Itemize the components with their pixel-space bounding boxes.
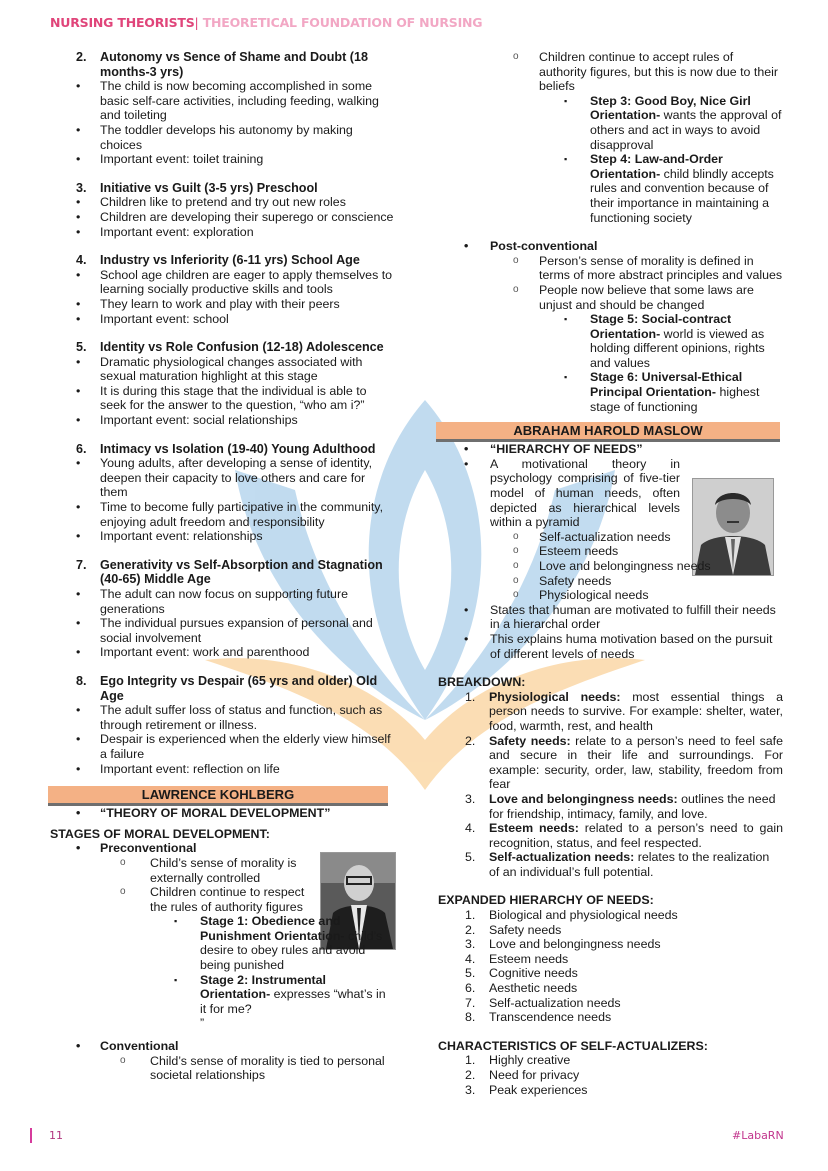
list-item: Important event: relationships (100, 529, 263, 544)
list-item: Person’s sense of morality is defined in terms of more abstract principles and values (539, 253, 783, 283)
erikson-stage-3 (50, 181, 395, 239)
kohlberg-banner: LAWRENCE KOHLBERG (48, 786, 388, 806)
bullet-icon: • (76, 354, 81, 369)
circle-bullet-icon: o (513, 574, 519, 586)
circle-bullet-icon: o (120, 856, 126, 868)
list-item: Children like to pretend and try out new roles (100, 195, 346, 210)
stage-title: Initiative vs Guilt (3-5 yrs) Preschool (100, 180, 318, 195)
bullet-icon: • (76, 529, 81, 544)
bullet-icon: • (76, 645, 81, 660)
bullet-icon: • (76, 456, 81, 471)
need-name: Love and belongingness needs: (489, 791, 678, 806)
stage-description: wants the approval of others and act in ways to avoid disapproval (590, 108, 782, 152)
list-item: They learn to work and play with their peers (100, 296, 340, 311)
list-item: Children are developing their superego or conscience (100, 209, 394, 224)
stage-number: 3. (76, 180, 87, 195)
square-bullet-icon: ▪ (174, 916, 178, 927)
list-item: Love and belongingness needs (489, 937, 661, 952)
list-item: School age children are eager to apply themselves to learning socially productive skills and tools (100, 267, 393, 297)
bullet-icon: • (464, 456, 469, 471)
list-item: The individual pursues expansion of personal and social involvement (100, 616, 373, 645)
stage-name: Step 4: Law-and-Order Orientation- (590, 152, 723, 181)
stage-name: Stage 6: Universal-Ethical Principal Orientation- (590, 370, 743, 400)
need-description: most essential things a person needs to survive. For example: shelter, water, food, warmth, rest, and health (489, 689, 783, 733)
list-number: 3. (465, 937, 476, 952)
pyramid-level: Safety needs (539, 573, 612, 588)
stage-title: Ego Integrity vs Despair (65 yrs and older) Old Age (100, 673, 378, 703)
list-item: Aesthetic needs (489, 981, 578, 996)
bullet-icon: • (76, 296, 81, 311)
page-header (50, 16, 482, 31)
list-number: 2. (465, 1068, 476, 1082)
stage-description: world is viewed as holding different opinions, rights and values (590, 326, 765, 370)
bullet-icon: • (76, 152, 81, 167)
list-item: Important event: social relationships (100, 413, 298, 428)
list-item: Child’s sense of morality is tied to personal societal relationships (150, 1053, 385, 1083)
circle-bullet-icon: o (513, 560, 519, 571)
bullet-icon: • (76, 224, 81, 239)
list-item: Important event: school (100, 311, 229, 326)
list-number: 4. (465, 821, 476, 836)
header-separator: | (194, 15, 199, 30)
bullet-icon: • (76, 806, 81, 821)
list-number: 1. (465, 1053, 476, 1068)
list-number: 1. (465, 908, 476, 923)
list-item: This explains huma motivation based on the pursuit of different levels of needs (490, 631, 773, 661)
pyramid-level: Self-actualization needs (539, 529, 671, 544)
maslow-banner: ABRAHAM HAROLD MASLOW (436, 422, 780, 442)
circle-bullet-icon: o (513, 530, 519, 542)
maslow-theory-description: A motivational theory in psychology comprising of five-tier model of human needs, often depicted as hierarchical levels within a pyramid (490, 456, 680, 530)
erikson-stage-8 (50, 674, 395, 776)
need-description: related to a person’s need to gain recognition, status, and feel respected. (489, 821, 783, 850)
need-name: Self-actualization needs: (489, 850, 635, 865)
stage-number: 2. (76, 50, 87, 64)
bullet-icon: • (76, 1039, 81, 1054)
stage-description: highest stage of functioning (590, 385, 760, 414)
circle-bullet-icon: o (513, 589, 519, 601)
breakdown-heading: BREAKDOWN: (438, 675, 526, 690)
bullet-icon: • (464, 442, 469, 457)
left-column (50, 50, 395, 1083)
list-item: The child is now becoming accomplished in some basic self-care activities, including feeding, walking and toileting (100, 79, 379, 123)
postconventional-label: Post-conventional (490, 239, 598, 254)
list-number: 8. (465, 1010, 476, 1025)
pyramid-level: Physiological needs (539, 588, 649, 603)
list-item: Biological and physiological needs (489, 908, 678, 923)
square-bullet-icon: ▪ (564, 154, 568, 165)
circle-bullet-icon: o (120, 1054, 126, 1066)
square-bullet-icon: ▪ (174, 974, 178, 985)
bullet-icon: • (76, 383, 81, 398)
expanded-hierarchy-heading: EXPANDED HIERARCHY OF NEEDS: (438, 893, 654, 908)
circle-bullet-icon: o (120, 886, 126, 898)
bullet-icon: • (464, 631, 469, 646)
list-item: Peak experiences (489, 1082, 588, 1097)
right-column (438, 50, 783, 1097)
circle-bullet-icon: o (513, 545, 519, 557)
bullet-icon: • (76, 761, 81, 776)
bullet-icon: • (76, 122, 81, 137)
bullet-icon: • (464, 239, 469, 254)
list-item: Dramatic physiological changes associated with sexual maturation highlight at this stage (100, 354, 363, 384)
square-bullet-icon: ▪ (564, 372, 568, 383)
list-number: 7. (465, 995, 476, 1010)
circle-bullet-icon: o (513, 254, 519, 266)
list-item: It is during this stage that the individual is able to seek for the answer to the question, “who am i?” (100, 383, 367, 413)
stage-title: Autonomy vs Sence of Shame and Doubt (18 months-3 yrs) (100, 50, 369, 79)
list-item: The toddler develops his autonomy by making choices (100, 122, 353, 152)
list-number: 4. (465, 951, 476, 966)
moral-stages-heading: STAGES OF MORAL DEVELOPMENT: (50, 826, 270, 841)
list-item: Self-actualization needs (489, 995, 621, 1010)
list-number: 6. (465, 981, 476, 996)
list-item: Children continue to accept rules of authority figures, but this is now due to their beliefs (539, 50, 778, 94)
list-item: Safety needs (489, 922, 562, 937)
list-item: Important event: reflection on life (100, 761, 280, 776)
list-number: 2. (465, 922, 476, 937)
stage-title: Generativity vs Self-Absorption and Stagnation (40-65) Middle Age (100, 557, 383, 587)
list-item: Child’s sense of morality is externally controlled (150, 855, 297, 885)
list-item: Despair is experienced when the elderly view himself a failure (100, 732, 391, 761)
circle-bullet-icon: o (513, 283, 519, 295)
list-item: Important event: work and parenthood (100, 645, 310, 660)
kohlberg-theory-title: “THEORY OF MORAL DEVELOPMENT” (100, 806, 331, 821)
list-item: Important event: exploration (100, 224, 254, 239)
stage-number: 5. (76, 340, 87, 355)
bullet-icon: • (76, 311, 81, 326)
stage-number: 4. (76, 253, 87, 268)
page-number: 11 (49, 1129, 63, 1142)
list-number: 3. (465, 1082, 476, 1097)
erikson-stage-5 (50, 340, 395, 428)
list-item: Need for privacy (489, 1068, 580, 1082)
pyramid-level: Esteem needs (539, 544, 619, 559)
list-item: Children continue to respect the rules of authority figures (150, 885, 305, 914)
bullet-icon: • (76, 587, 81, 601)
footer-accent-bar (30, 1128, 32, 1143)
bullet-icon: • (76, 413, 81, 428)
list-number: 2. (465, 733, 476, 748)
stage-name: Stage 1: Obedience and Punishment Orientation- (200, 914, 345, 943)
list-number: 5. (465, 850, 476, 865)
bullet-icon: • (464, 602, 469, 617)
bullet-icon: • (76, 703, 81, 718)
stage-number: 7. (76, 557, 87, 572)
erikson-stage-2 (50, 50, 395, 167)
need-description: relate to a person’s need to feel safe and secure in their life and surroundings. For example: security, order, law, stability, freedom from fear (489, 733, 783, 792)
circle-bullet-icon: o (513, 51, 519, 62)
bullet-icon: • (76, 195, 81, 210)
list-item: People now believe that some laws are unjust and should be changed (539, 282, 754, 312)
list-item: The adult suffer loss of status and function, such as through retirement or illness. (100, 703, 383, 732)
erikson-stage-7 (50, 558, 395, 660)
stage-number: 8. (76, 673, 87, 688)
list-item: States that human are motivated to fulfill their needs in a hierarchal order (490, 602, 776, 632)
list-number: 5. (465, 966, 476, 981)
footer-hashtag: #LabaRN (732, 1129, 784, 1142)
stage-number: 6. (76, 441, 87, 456)
need-name: Safety needs: (489, 733, 571, 748)
bullet-icon: • (76, 616, 81, 631)
stage-title: Intimacy vs Isolation (19-40) Young Adulthood (100, 441, 376, 456)
stage-title: Industry vs Inferiority (6-11 yrs) School Age (100, 253, 360, 268)
bullet-icon: • (76, 732, 81, 747)
stage-name: Step 3: Good Boy, Nice Girl Orientation- (590, 93, 751, 123)
bullet-icon: • (76, 79, 81, 94)
stage-name: Stage 2: Instrumental Orientation- (200, 972, 326, 1002)
stage-description: expresses “what’s in it for me? (200, 987, 386, 1016)
need-name: Physiological needs: (489, 689, 621, 704)
square-bullet-icon: ▪ (564, 95, 568, 106)
characteristics-heading: CHARACTERISTICS OF SELF-ACTUALIZERS: (438, 1038, 708, 1053)
hierarchy-title: “HIERARCHY OF NEEDS” (490, 442, 643, 457)
list-item: Important event: toilet training (100, 152, 264, 167)
list-item: Cognitive needs (489, 966, 578, 981)
stage-description: child’s desire to obey rules and avoid being punished (200, 928, 383, 973)
bullet-icon: • (76, 267, 81, 282)
list-number: 3. (465, 791, 476, 806)
need-description: relates to the realization of an individual’s full potential. (489, 850, 770, 879)
list-item: Time to become fully participative in the community, enjoying adult freedom and responsibility (100, 500, 384, 529)
list-number: 1. (465, 689, 476, 704)
header-title-secondary: THEORETICAL FOUNDATION OF NURSING (198, 15, 483, 30)
need-name: Esteem needs: (489, 821, 579, 836)
preconventional-label: Preconventional (100, 841, 197, 856)
bullet-icon: • (76, 500, 81, 515)
trailing-quote: ” (200, 1016, 205, 1031)
conventional-label: Conventional (100, 1039, 179, 1054)
erikson-stage-6 (50, 442, 395, 544)
stage-name: Stage 5: Social-contract Orientation- (590, 312, 732, 341)
need-description: outlines the need for friendship, intimacy, family, and love. (489, 791, 776, 821)
square-bullet-icon: ▪ (564, 314, 568, 325)
list-item: The adult can now focus on supporting future generations (100, 587, 348, 616)
bullet-icon: • (76, 841, 81, 856)
list-item: Transcendence needs (489, 1010, 612, 1025)
stage-title: Identity vs Role Confusion (12-18) Adolescence (100, 340, 384, 355)
erikson-stage-4 (50, 253, 395, 326)
pyramid-level: Love and belongingness needs (539, 559, 711, 573)
stage-description: child blindly accepts rules and convention because of their importance in maintaining a functioning society (590, 166, 774, 225)
list-item: Esteem needs (489, 951, 569, 966)
header-title-primary: NURSING THEORISTS (50, 15, 195, 30)
list-item: Young adults, after developing a sense of identity, deepen their capacity to love others and care for them (100, 456, 373, 500)
bullet-icon: • (76, 209, 81, 224)
list-item: Highly creative (489, 1053, 571, 1068)
